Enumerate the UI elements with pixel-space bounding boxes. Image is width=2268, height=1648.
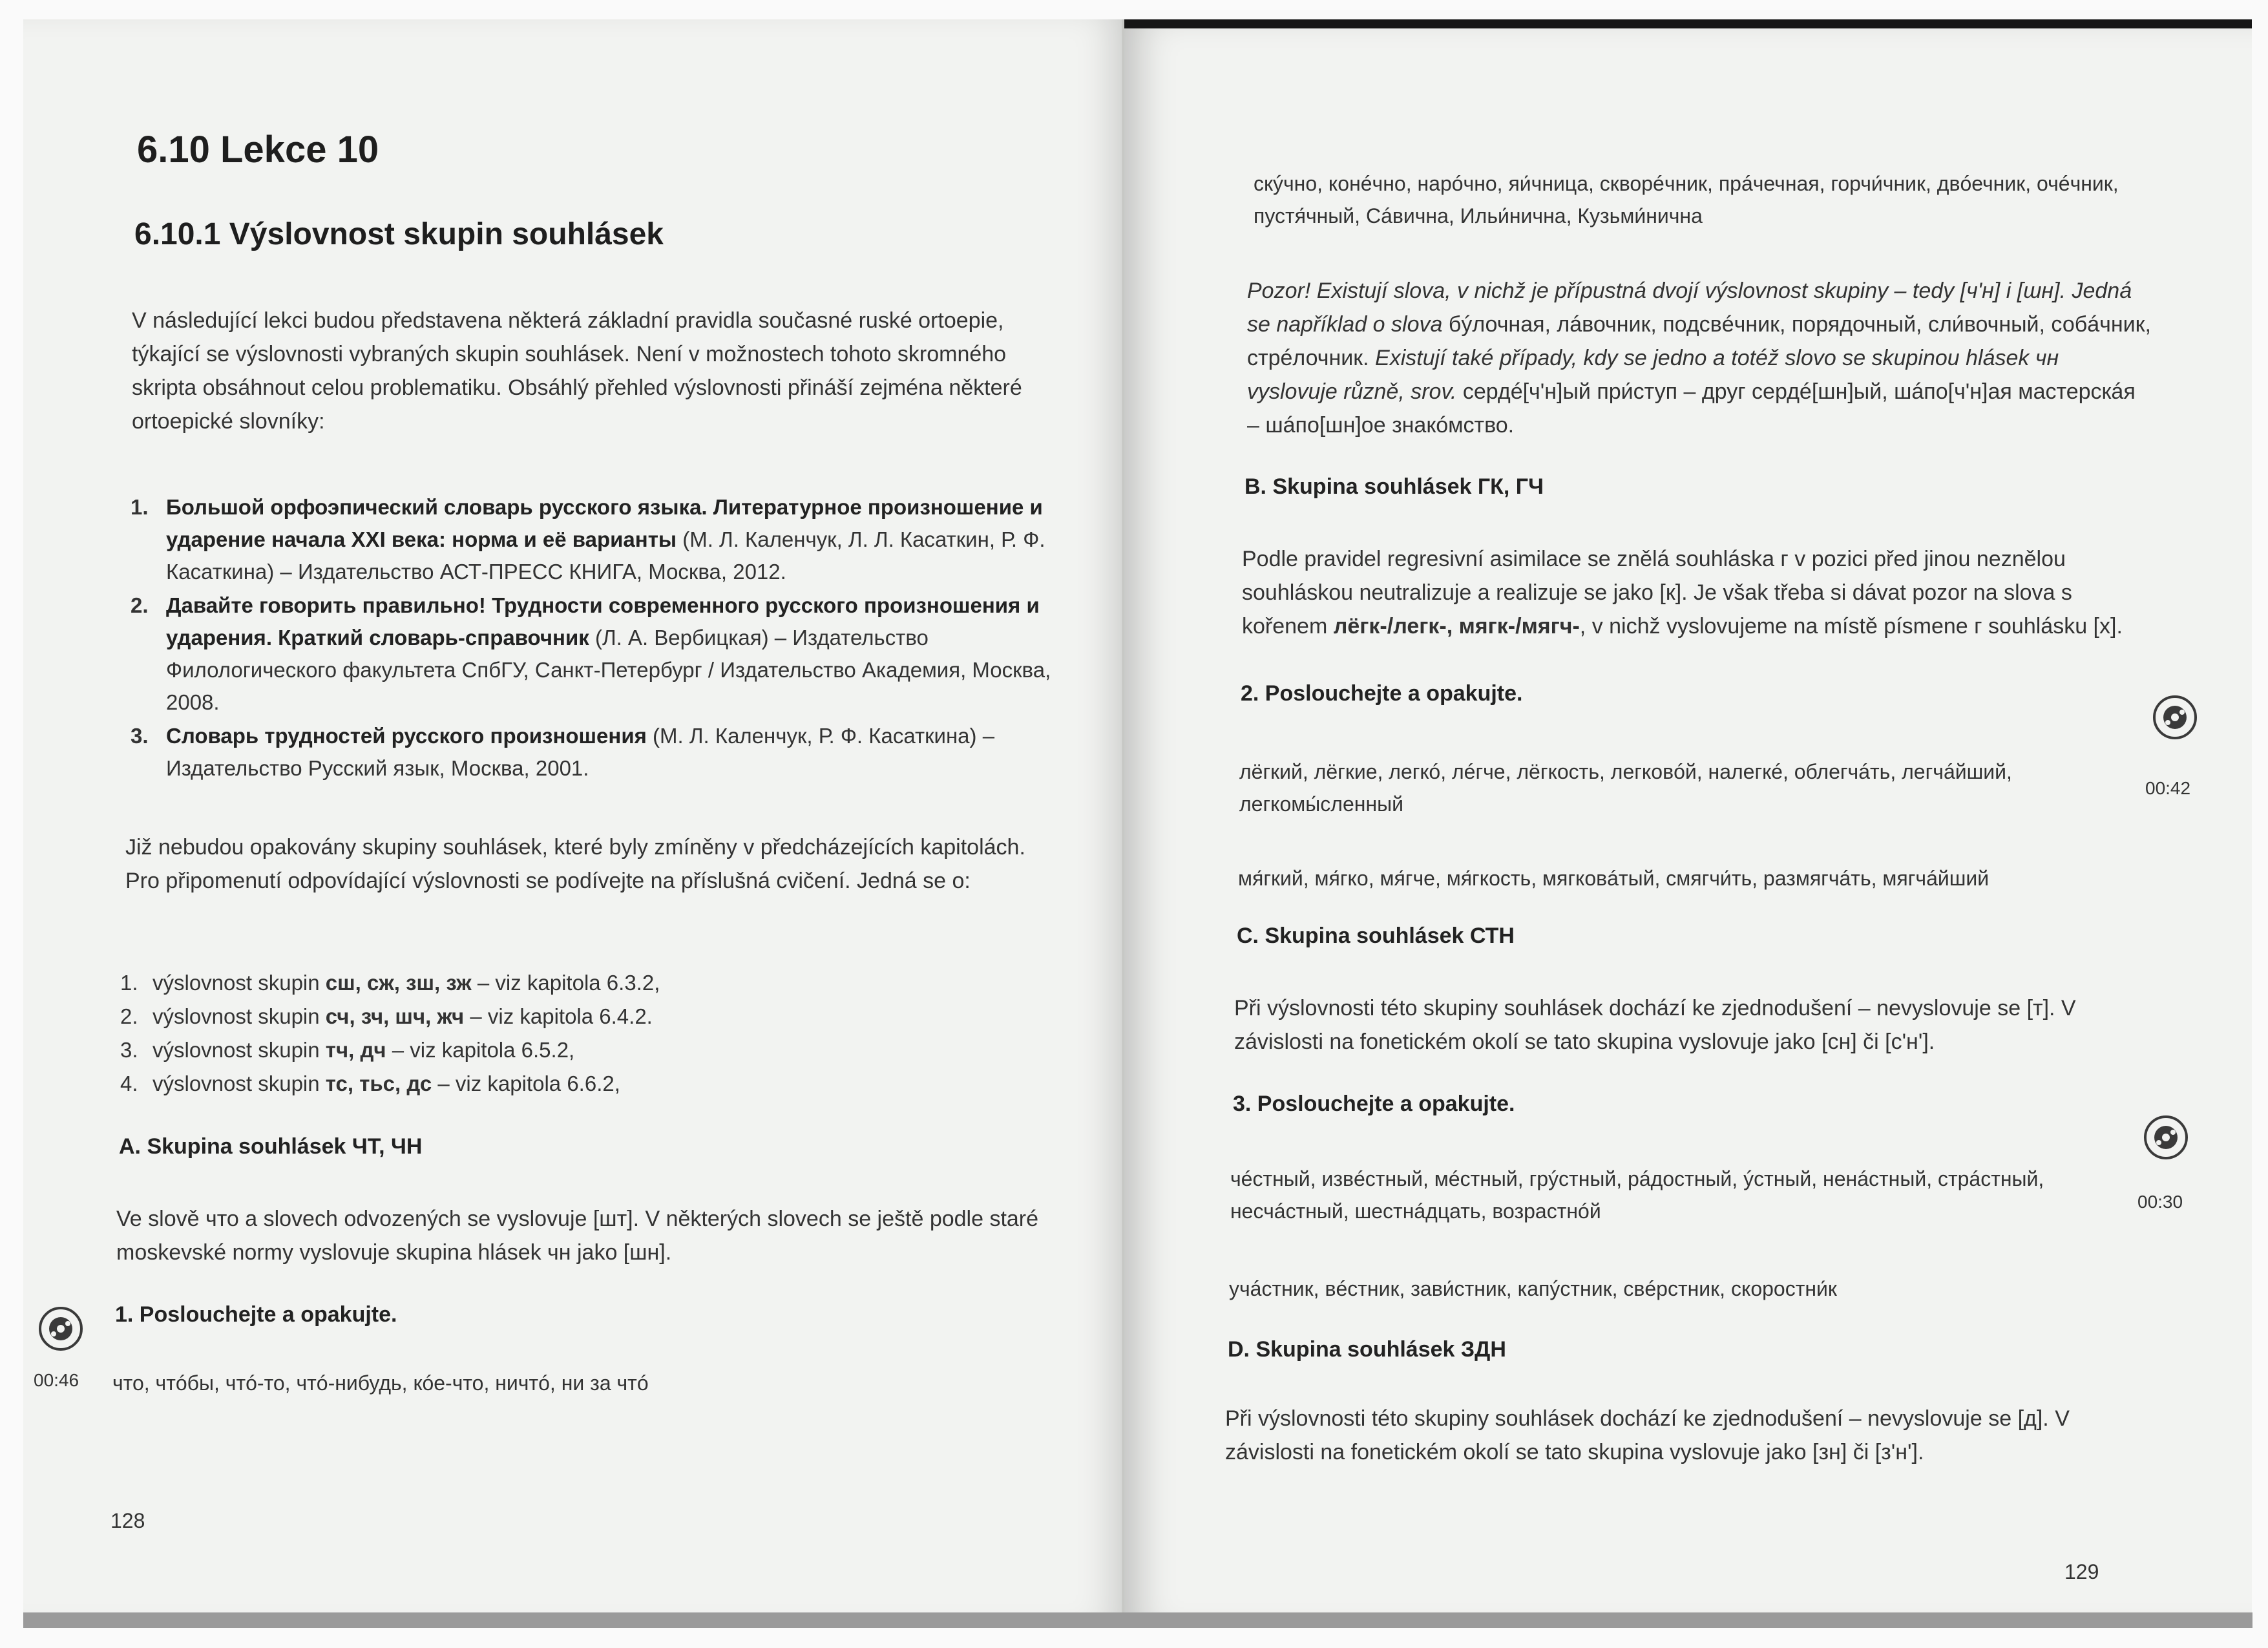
section-b-title: B. Skupina souhlásek ГК, ГЧ: [1244, 474, 1544, 499]
lesson-heading: 6.10 Lekce 10: [137, 129, 379, 171]
pozor-words-1: бýлочная, лáвочник, подсвéчник, порядочный, сли́вочный, собáчник, стрéлочник.: [1247, 312, 2151, 370]
section-c-text: Při výslovnosti této skupiny souhlásek dochází ke zjednodušení – nevyslovuje se [т]. V závislosti na fonetickém okolí se tato skupina vyslovuje jako [сн] či [с'н'].: [1234, 996, 2076, 1054]
section-c-title: C. Skupina souhlásek СТН: [1237, 924, 1515, 948]
section-b-text: Podle pravidel regresivní asimilace se znělá souhláska г v pozici před jinou neznělou souhláskou neutralizuje a realizuje se jako [к]. Je však třeba si dávat pozor na slova s kořenem лёгк-/легк-, мягк-/мягч-, v nichž vyslovujeme na místě písmene г souhlásku [х].: [1242, 547, 2123, 639]
intro-paragraph: V následující lekci budou představena některá základní pravidla současné ruské ortoepie, týkající se výslovnosti vybraných skupin souhlásek. Není v možnostech tohoto skromného skripta obsáhnout celou problematiku. Obsáhlý přehled výslovnosti přináší zejména některé ortoepické slovníky:: [132, 308, 1022, 434]
section-a-text: Ve slově что a slovech odvozených se vyslovuje [шт]. V některých slovech se ještě podle staré moskevské normy vyslovuje skupina hlásek чн jako [шн].: [116, 1207, 1039, 1265]
bibliography-item: 1. Большой орфоэпический словарь русского языка. Литературное произношение и ударение начала XXI века: норма и её варианты (М. Л. Каленчук, Л. Л. Касаткин, Р. Ф. Касаткина) – Издательство АСТ-ПРЕСС КНИГА, Москва, 2012.: [131, 495, 1045, 584]
exercise-2-words-2: мя́гкий, мя́гко, мя́гче, мя́гкость, мягковáтый, смягчи́ть, размягчáть, мягчáйший: [1238, 867, 1990, 890]
cd-audio-icon[interactable]: [2143, 1114, 2189, 1161]
consonant-groups-list: [120, 966, 1025, 1101]
exercise-1-duration: 00:46: [34, 1370, 79, 1390]
section-a-title: A. Skupina souhlásek ЧТ, ЧН: [119, 1134, 423, 1159]
page-number-right: 129: [2064, 1560, 2099, 1583]
pozor-text-2: Existují také případy, kdy se jedno a totéž slovo se skupinou hlásek чн vyslovuje různě, srov.: [1247, 346, 2059, 404]
exercise-3-duration: 00:30: [2137, 1192, 2183, 1212]
page-bottom-edge: [23, 1612, 2252, 1628]
right-page: [1124, 19, 2252, 1622]
exercise-2-duration: 00:42: [2145, 778, 2191, 798]
exercise-3-words-2: учáстник, вéстник, зави́стник, капýстник, свéрстник, скоростни́к: [1229, 1277, 1837, 1300]
exercise-3-words-1: чéстный, извéстный, мéстный, грýстный, рáдостный, ýстный, ненáстный, стрáстный, несчáстный, шестнáдцать, возрастнóй: [1230, 1167, 2044, 1223]
exercise-3-title: 3. Poslouchejte a opakujte.: [1233, 1092, 1515, 1116]
group-item: 1. výslovnost skupin сш, сж, зш, зж – viz kapitola 6.3.2,: [120, 971, 660, 995]
left-page: [23, 19, 1122, 1622]
repeat-note: Již nebudou opakovány skupiny souhlásek, které byly zmíněny v předcházejících kapitolách. Pro připomenutí odpovídající výslovnosti se podívejte na příslušná cvičení. Jedná se o:: [125, 835, 1025, 893]
exercise-2-title: 2. Poslouchejte a opakujte.: [1241, 681, 1523, 706]
page-number-left: 128: [110, 1509, 145, 1532]
exercise-1-words: что, чтóбы, чтó-то, чтó-нибудь, кóе-что, ничтó, ни за чтó: [112, 1371, 649, 1395]
section-d-text: Při výslovnosti této skupiny souhlásek dochází ke zjednodušení – nevyslovuje se [д]. V závislosti na fonetickém okolí se tato skupina vyslovuje jako [зн] či [з'н'].: [1225, 1406, 2070, 1464]
bibliography-item: 2. Давайте говорить правильно! Трудности современного русского произношения и ударения. Краткий словарь-справочник (Л. А. Вербицкая) – Издательство Филологического факультета СпбГУ, Санкт-Петербург / Издательство Академия, Москва, 2008.: [131, 593, 1051, 714]
top-word-list: скýчно, конéчно, нарóчно, яи́чница, скворéчник, прáчечная, горчи́чник, двóечник, очéчник, пустя́чный, Сáвична, Ильи́нична, Кузьми́нична: [1254, 172, 2119, 227]
cd-audio-icon[interactable]: [2152, 694, 2198, 741]
pozor-note: [1247, 274, 2152, 442]
group-item: 3. výslovnost skupin тч, дч – viz kapitola 6.5.2,: [120, 1038, 575, 1062]
group-item: 4. výslovnost skupin тс, тьс, дс – viz kapitola 6.6.2,: [120, 1072, 620, 1095]
bibliography-list: [131, 491, 1055, 786]
exercise-1-title: 1. Poslouchejte a opakujte.: [115, 1302, 397, 1327]
exercise-2-words-1: лёгкий, лёгкие, легкó, лéгче, лёгкость, легковóй, налегкé, облегчáть, легчáйший, легкомы́сленный: [1239, 760, 2012, 816]
bibliography-item: 3. Словарь трудностей русского произношения (М. Л. Каленчук, Р. Ф. Касаткина) – Издательство Русский язык, Москва, 2001.: [131, 724, 995, 780]
group-item: 2. výslovnost skupin сч, зч, шч, жч – viz kapitola 6.4.2.: [120, 1004, 653, 1028]
section-heading: 6.10.1 Výslovnost skupin souhlásek: [134, 217, 664, 251]
section-d-title: D. Skupina souhlásek ЗДН: [1228, 1337, 1506, 1362]
cd-audio-icon[interactable]: [37, 1305, 84, 1352]
pozor-words-2: сердé[ч'н]ый при́ступ – друг сердé[шн]ый, шáпо[ч'н]ая мастерскáя – шáпо[шн]ое знакóмство.: [1247, 379, 2136, 438]
pozor-text-1: Pozor! Existují slova, v nichž je přípustná dvojí výslovnost skupiny – tedy [ч'н] i [шн]. Jedná se například o slova: [1247, 279, 2132, 337]
